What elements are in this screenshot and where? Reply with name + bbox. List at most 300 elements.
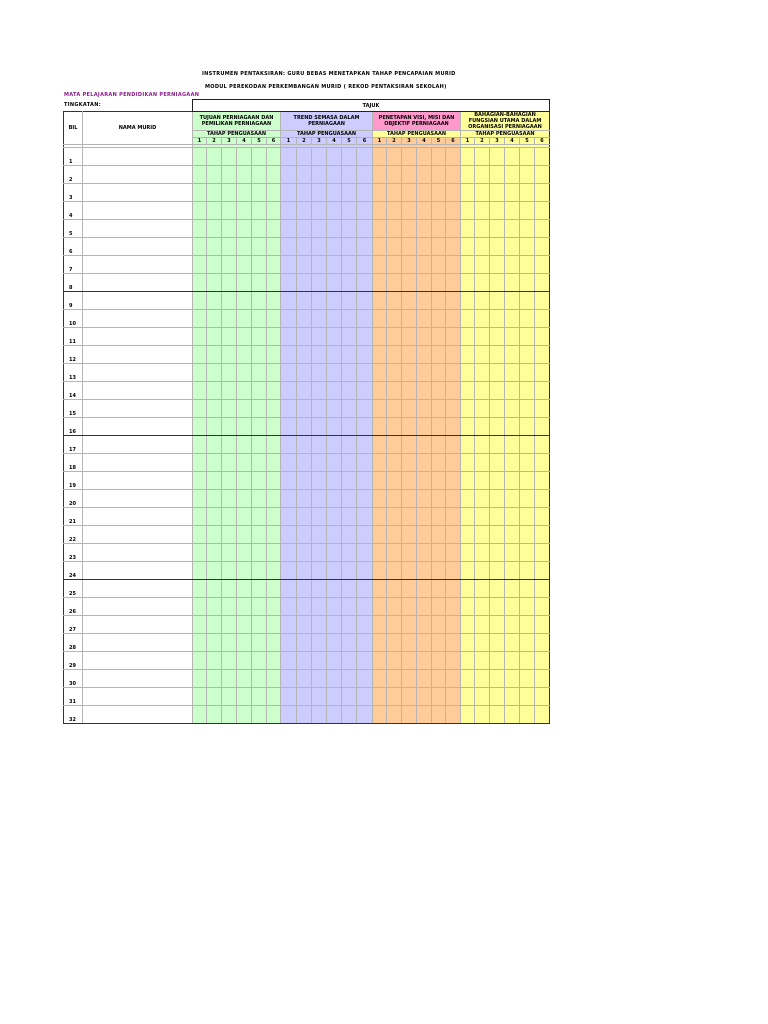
level-cell[interactable] xyxy=(267,454,281,472)
level-cell[interactable] xyxy=(373,652,387,670)
level-cell[interactable] xyxy=(535,490,550,508)
level-cell[interactable] xyxy=(297,310,312,328)
level-cell[interactable] xyxy=(535,274,550,292)
level-cell[interactable] xyxy=(446,364,461,382)
level-cell[interactable] xyxy=(252,562,267,580)
level-cell[interactable] xyxy=(475,238,490,256)
level-cell[interactable] xyxy=(193,526,207,544)
level-cell[interactable] xyxy=(237,706,252,724)
level-cell[interactable] xyxy=(475,634,490,652)
student-name-cell[interactable] xyxy=(83,526,193,544)
level-cell[interactable] xyxy=(520,526,535,544)
level-cell[interactable] xyxy=(432,526,446,544)
level-cell[interactable] xyxy=(252,238,267,256)
level-cell[interactable] xyxy=(505,580,520,598)
level-cell[interactable] xyxy=(520,472,535,490)
level-cell[interactable] xyxy=(252,418,267,436)
level-cell[interactable] xyxy=(475,562,490,580)
level-cell[interactable] xyxy=(373,562,387,580)
level-cell[interactable] xyxy=(222,652,237,670)
level-cell[interactable] xyxy=(387,364,402,382)
level-cell[interactable] xyxy=(267,382,281,400)
level-cell[interactable] xyxy=(327,706,342,724)
level-cell[interactable] xyxy=(417,634,432,652)
level-cell[interactable] xyxy=(207,652,222,670)
level-cell[interactable] xyxy=(297,454,312,472)
level-cell[interactable] xyxy=(342,670,357,688)
level-cell[interactable] xyxy=(490,184,505,202)
level-cell[interactable] xyxy=(252,346,267,364)
level-cell[interactable] xyxy=(387,346,402,364)
student-name-cell[interactable] xyxy=(83,652,193,670)
level-cell[interactable] xyxy=(297,598,312,616)
level-cell[interactable] xyxy=(207,454,222,472)
level-cell[interactable] xyxy=(446,256,461,274)
level-cell[interactable] xyxy=(417,706,432,724)
level-cell[interactable] xyxy=(297,328,312,346)
level-cell[interactable] xyxy=(207,184,222,202)
level-cell[interactable] xyxy=(281,616,297,634)
level-cell[interactable] xyxy=(417,436,432,454)
level-cell[interactable] xyxy=(373,364,387,382)
level-cell[interactable] xyxy=(520,400,535,418)
level-cell[interactable] xyxy=(461,580,475,598)
level-cell[interactable] xyxy=(373,526,387,544)
level-cell[interactable] xyxy=(237,454,252,472)
level-cell[interactable] xyxy=(267,310,281,328)
level-cell[interactable] xyxy=(402,472,417,490)
level-cell[interactable] xyxy=(193,598,207,616)
level-cell[interactable] xyxy=(237,418,252,436)
level-cell[interactable] xyxy=(357,184,373,202)
level-cell[interactable] xyxy=(252,688,267,706)
level-cell[interactable] xyxy=(475,688,490,706)
level-cell[interactable] xyxy=(281,346,297,364)
level-cell[interactable] xyxy=(490,256,505,274)
level-cell[interactable] xyxy=(312,346,327,364)
level-cell[interactable] xyxy=(222,544,237,562)
level-cell[interactable] xyxy=(387,562,402,580)
level-cell[interactable] xyxy=(505,454,520,472)
level-cell[interactable] xyxy=(193,580,207,598)
level-cell[interactable] xyxy=(357,490,373,508)
level-cell[interactable] xyxy=(222,148,237,166)
level-cell[interactable] xyxy=(281,580,297,598)
student-name-cell[interactable] xyxy=(83,292,193,310)
level-cell[interactable] xyxy=(297,400,312,418)
level-cell[interactable] xyxy=(505,616,520,634)
level-cell[interactable] xyxy=(490,238,505,256)
level-cell[interactable] xyxy=(312,688,327,706)
level-cell[interactable] xyxy=(402,166,417,184)
level-cell[interactable] xyxy=(252,706,267,724)
level-cell[interactable] xyxy=(387,454,402,472)
level-cell[interactable] xyxy=(535,202,550,220)
level-cell[interactable] xyxy=(342,220,357,238)
level-cell[interactable] xyxy=(297,364,312,382)
level-cell[interactable] xyxy=(475,292,490,310)
level-cell[interactable] xyxy=(520,382,535,400)
student-name-cell[interactable] xyxy=(83,202,193,220)
level-cell[interactable] xyxy=(461,418,475,436)
level-cell[interactable] xyxy=(193,220,207,238)
level-cell[interactable] xyxy=(505,184,520,202)
level-cell[interactable] xyxy=(237,670,252,688)
level-cell[interactable] xyxy=(267,202,281,220)
level-cell[interactable] xyxy=(252,166,267,184)
level-cell[interactable] xyxy=(193,364,207,382)
level-cell[interactable] xyxy=(281,328,297,346)
level-cell[interactable] xyxy=(490,580,505,598)
level-cell[interactable] xyxy=(535,670,550,688)
level-cell[interactable] xyxy=(520,346,535,364)
level-cell[interactable] xyxy=(297,526,312,544)
level-cell[interactable] xyxy=(475,454,490,472)
level-cell[interactable] xyxy=(207,310,222,328)
level-cell[interactable] xyxy=(252,292,267,310)
level-cell[interactable] xyxy=(432,310,446,328)
level-cell[interactable] xyxy=(222,634,237,652)
level-cell[interactable] xyxy=(281,670,297,688)
level-cell[interactable] xyxy=(297,256,312,274)
level-cell[interactable] xyxy=(535,328,550,346)
level-cell[interactable] xyxy=(207,472,222,490)
level-cell[interactable] xyxy=(342,436,357,454)
student-name-cell[interactable] xyxy=(83,418,193,436)
level-cell[interactable] xyxy=(327,526,342,544)
level-cell[interactable] xyxy=(297,436,312,454)
level-cell[interactable] xyxy=(327,346,342,364)
level-cell[interactable] xyxy=(297,292,312,310)
level-cell[interactable] xyxy=(432,454,446,472)
level-cell[interactable] xyxy=(373,634,387,652)
level-cell[interactable] xyxy=(342,166,357,184)
level-cell[interactable] xyxy=(267,526,281,544)
level-cell[interactable] xyxy=(432,706,446,724)
level-cell[interactable] xyxy=(475,436,490,454)
level-cell[interactable] xyxy=(312,220,327,238)
level-cell[interactable] xyxy=(327,238,342,256)
level-cell[interactable] xyxy=(446,616,461,634)
level-cell[interactable] xyxy=(252,508,267,526)
level-cell[interactable] xyxy=(402,346,417,364)
level-cell[interactable] xyxy=(281,400,297,418)
level-cell[interactable] xyxy=(520,544,535,562)
level-cell[interactable] xyxy=(342,148,357,166)
level-cell[interactable] xyxy=(267,652,281,670)
level-cell[interactable] xyxy=(312,274,327,292)
level-cell[interactable] xyxy=(281,220,297,238)
level-cell[interactable] xyxy=(505,418,520,436)
level-cell[interactable] xyxy=(417,274,432,292)
level-cell[interactable] xyxy=(327,328,342,346)
level-cell[interactable] xyxy=(461,400,475,418)
level-cell[interactable] xyxy=(387,652,402,670)
level-cell[interactable] xyxy=(252,220,267,238)
level-cell[interactable] xyxy=(207,400,222,418)
level-cell[interactable] xyxy=(490,454,505,472)
level-cell[interactable] xyxy=(357,328,373,346)
level-cell[interactable] xyxy=(342,346,357,364)
level-cell[interactable] xyxy=(357,508,373,526)
level-cell[interactable] xyxy=(505,238,520,256)
level-cell[interactable] xyxy=(327,508,342,526)
level-cell[interactable] xyxy=(417,688,432,706)
level-cell[interactable] xyxy=(490,616,505,634)
level-cell[interactable] xyxy=(417,616,432,634)
level-cell[interactable] xyxy=(327,616,342,634)
level-cell[interactable] xyxy=(432,418,446,436)
level-cell[interactable] xyxy=(222,508,237,526)
level-cell[interactable] xyxy=(373,148,387,166)
level-cell[interactable] xyxy=(475,652,490,670)
level-cell[interactable] xyxy=(520,148,535,166)
level-cell[interactable] xyxy=(402,400,417,418)
level-cell[interactable] xyxy=(267,328,281,346)
level-cell[interactable] xyxy=(432,688,446,706)
level-cell[interactable] xyxy=(297,616,312,634)
level-cell[interactable] xyxy=(475,166,490,184)
level-cell[interactable] xyxy=(505,220,520,238)
level-cell[interactable] xyxy=(387,616,402,634)
level-cell[interactable] xyxy=(387,490,402,508)
level-cell[interactable] xyxy=(387,274,402,292)
level-cell[interactable] xyxy=(446,418,461,436)
level-cell[interactable] xyxy=(373,310,387,328)
student-name-cell[interactable] xyxy=(83,274,193,292)
level-cell[interactable] xyxy=(327,292,342,310)
level-cell[interactable] xyxy=(402,220,417,238)
level-cell[interactable] xyxy=(327,364,342,382)
level-cell[interactable] xyxy=(417,454,432,472)
level-cell[interactable] xyxy=(417,292,432,310)
level-cell[interactable] xyxy=(357,544,373,562)
level-cell[interactable] xyxy=(222,670,237,688)
level-cell[interactable] xyxy=(490,634,505,652)
level-cell[interactable] xyxy=(417,328,432,346)
level-cell[interactable] xyxy=(222,562,237,580)
level-cell[interactable] xyxy=(312,184,327,202)
level-cell[interactable] xyxy=(327,454,342,472)
level-cell[interactable] xyxy=(461,238,475,256)
level-cell[interactable] xyxy=(342,580,357,598)
level-cell[interactable] xyxy=(446,634,461,652)
level-cell[interactable] xyxy=(267,220,281,238)
level-cell[interactable] xyxy=(252,544,267,562)
level-cell[interactable] xyxy=(520,328,535,346)
level-cell[interactable] xyxy=(475,526,490,544)
level-cell[interactable] xyxy=(520,490,535,508)
level-cell[interactable] xyxy=(207,274,222,292)
level-cell[interactable] xyxy=(373,688,387,706)
level-cell[interactable] xyxy=(267,346,281,364)
level-cell[interactable] xyxy=(402,148,417,166)
level-cell[interactable] xyxy=(432,436,446,454)
level-cell[interactable] xyxy=(357,418,373,436)
level-cell[interactable] xyxy=(297,580,312,598)
level-cell[interactable] xyxy=(490,166,505,184)
level-cell[interactable] xyxy=(535,310,550,328)
level-cell[interactable] xyxy=(520,688,535,706)
level-cell[interactable] xyxy=(193,562,207,580)
level-cell[interactable] xyxy=(461,256,475,274)
level-cell[interactable] xyxy=(237,436,252,454)
level-cell[interactable] xyxy=(446,472,461,490)
level-cell[interactable] xyxy=(193,256,207,274)
level-cell[interactable] xyxy=(252,400,267,418)
level-cell[interactable] xyxy=(252,202,267,220)
level-cell[interactable] xyxy=(252,670,267,688)
level-cell[interactable] xyxy=(402,184,417,202)
level-cell[interactable] xyxy=(505,166,520,184)
level-cell[interactable] xyxy=(207,634,222,652)
level-cell[interactable] xyxy=(327,688,342,706)
level-cell[interactable] xyxy=(535,256,550,274)
level-cell[interactable] xyxy=(237,220,252,238)
level-cell[interactable] xyxy=(505,382,520,400)
level-cell[interactable] xyxy=(461,436,475,454)
level-cell[interactable] xyxy=(461,652,475,670)
level-cell[interactable] xyxy=(342,706,357,724)
level-cell[interactable] xyxy=(387,148,402,166)
level-cell[interactable] xyxy=(432,328,446,346)
level-cell[interactable] xyxy=(373,508,387,526)
level-cell[interactable] xyxy=(446,436,461,454)
level-cell[interactable] xyxy=(222,598,237,616)
level-cell[interactable] xyxy=(505,148,520,166)
level-cell[interactable] xyxy=(417,346,432,364)
level-cell[interactable] xyxy=(222,364,237,382)
level-cell[interactable] xyxy=(535,472,550,490)
level-cell[interactable] xyxy=(461,328,475,346)
student-name-cell[interactable] xyxy=(83,562,193,580)
level-cell[interactable] xyxy=(237,562,252,580)
level-cell[interactable] xyxy=(342,364,357,382)
level-cell[interactable] xyxy=(505,346,520,364)
level-cell[interactable] xyxy=(535,526,550,544)
level-cell[interactable] xyxy=(193,274,207,292)
level-cell[interactable] xyxy=(475,202,490,220)
level-cell[interactable] xyxy=(237,202,252,220)
level-cell[interactable] xyxy=(357,688,373,706)
level-cell[interactable] xyxy=(475,544,490,562)
level-cell[interactable] xyxy=(490,508,505,526)
student-name-cell[interactable] xyxy=(83,220,193,238)
level-cell[interactable] xyxy=(461,220,475,238)
student-name-cell[interactable] xyxy=(83,436,193,454)
level-cell[interactable] xyxy=(475,184,490,202)
level-cell[interactable] xyxy=(505,634,520,652)
level-cell[interactable] xyxy=(252,652,267,670)
level-cell[interactable] xyxy=(222,220,237,238)
level-cell[interactable] xyxy=(252,526,267,544)
level-cell[interactable] xyxy=(312,580,327,598)
level-cell[interactable] xyxy=(327,580,342,598)
level-cell[interactable] xyxy=(387,184,402,202)
level-cell[interactable] xyxy=(535,598,550,616)
level-cell[interactable] xyxy=(222,400,237,418)
level-cell[interactable] xyxy=(342,562,357,580)
level-cell[interactable] xyxy=(312,364,327,382)
level-cell[interactable] xyxy=(281,544,297,562)
level-cell[interactable] xyxy=(267,580,281,598)
level-cell[interactable] xyxy=(297,706,312,724)
level-cell[interactable] xyxy=(193,472,207,490)
level-cell[interactable] xyxy=(342,652,357,670)
level-cell[interactable] xyxy=(505,364,520,382)
level-cell[interactable] xyxy=(520,652,535,670)
level-cell[interactable] xyxy=(327,490,342,508)
level-cell[interactable] xyxy=(446,346,461,364)
level-cell[interactable] xyxy=(312,292,327,310)
level-cell[interactable] xyxy=(520,580,535,598)
level-cell[interactable] xyxy=(312,400,327,418)
level-cell[interactable] xyxy=(387,220,402,238)
level-cell[interactable] xyxy=(281,238,297,256)
level-cell[interactable] xyxy=(417,652,432,670)
level-cell[interactable] xyxy=(327,274,342,292)
level-cell[interactable] xyxy=(535,184,550,202)
level-cell[interactable] xyxy=(252,580,267,598)
level-cell[interactable] xyxy=(490,688,505,706)
level-cell[interactable] xyxy=(535,562,550,580)
level-cell[interactable] xyxy=(387,166,402,184)
level-cell[interactable] xyxy=(432,562,446,580)
level-cell[interactable] xyxy=(505,472,520,490)
level-cell[interactable] xyxy=(520,310,535,328)
level-cell[interactable] xyxy=(357,202,373,220)
level-cell[interactable] xyxy=(281,634,297,652)
level-cell[interactable] xyxy=(312,148,327,166)
level-cell[interactable] xyxy=(446,670,461,688)
level-cell[interactable] xyxy=(417,418,432,436)
level-cell[interactable] xyxy=(446,220,461,238)
level-cell[interactable] xyxy=(373,670,387,688)
level-cell[interactable] xyxy=(297,418,312,436)
student-name-cell[interactable] xyxy=(83,256,193,274)
student-name-cell[interactable] xyxy=(83,364,193,382)
level-cell[interactable] xyxy=(446,652,461,670)
level-cell[interactable] xyxy=(237,274,252,292)
level-cell[interactable] xyxy=(297,274,312,292)
level-cell[interactable] xyxy=(327,472,342,490)
level-cell[interactable] xyxy=(193,616,207,634)
level-cell[interactable] xyxy=(267,364,281,382)
level-cell[interactable] xyxy=(237,400,252,418)
level-cell[interactable] xyxy=(417,490,432,508)
level-cell[interactable] xyxy=(267,472,281,490)
level-cell[interactable] xyxy=(222,418,237,436)
level-cell[interactable] xyxy=(207,346,222,364)
level-cell[interactable] xyxy=(327,166,342,184)
level-cell[interactable] xyxy=(373,706,387,724)
level-cell[interactable] xyxy=(446,706,461,724)
level-cell[interactable] xyxy=(267,256,281,274)
level-cell[interactable] xyxy=(281,526,297,544)
level-cell[interactable] xyxy=(237,508,252,526)
level-cell[interactable] xyxy=(281,436,297,454)
student-name-cell[interactable] xyxy=(83,598,193,616)
level-cell[interactable] xyxy=(237,580,252,598)
level-cell[interactable] xyxy=(446,310,461,328)
level-cell[interactable] xyxy=(535,454,550,472)
level-cell[interactable] xyxy=(252,148,267,166)
level-cell[interactable] xyxy=(342,292,357,310)
level-cell[interactable] xyxy=(373,454,387,472)
level-cell[interactable] xyxy=(357,472,373,490)
level-cell[interactable] xyxy=(432,382,446,400)
level-cell[interactable] xyxy=(490,652,505,670)
